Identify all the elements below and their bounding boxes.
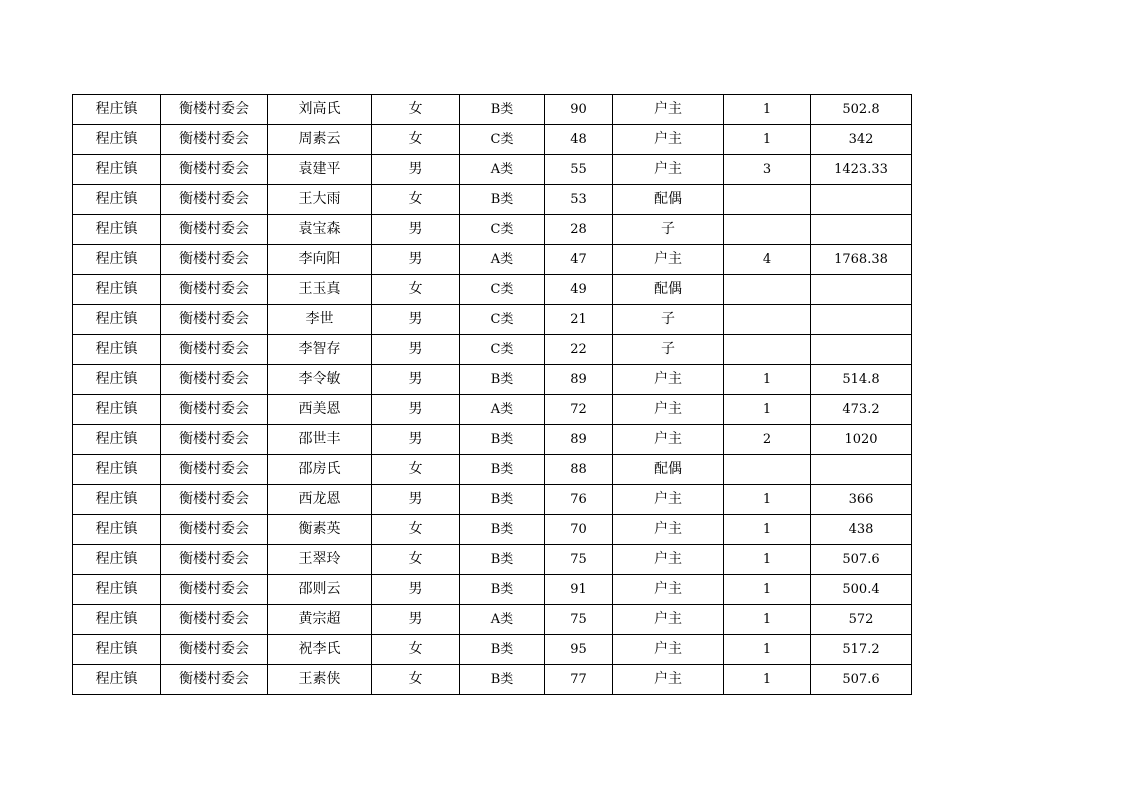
name-cell: 李世 xyxy=(268,305,372,335)
village-cell: 衡楼村委会 xyxy=(161,665,268,695)
age-cell: 53 xyxy=(545,185,613,215)
gender-cell: 男 xyxy=(372,215,460,245)
table-row xyxy=(73,185,912,215)
relation-cell: 配偶 xyxy=(613,185,724,215)
table-row xyxy=(73,125,912,155)
village-cell: 衡楼村委会 xyxy=(161,335,268,365)
gender-cell: 女 xyxy=(372,455,460,485)
amount-cell: 1020 xyxy=(811,425,912,455)
village-cell: 衡楼村委会 xyxy=(161,455,268,485)
amount-cell xyxy=(811,215,912,245)
age-cell: 75 xyxy=(545,605,613,635)
household-count-cell: 1 xyxy=(724,485,811,515)
town-cell: 程庄镇 xyxy=(73,545,161,575)
household-count-cell xyxy=(724,215,811,245)
relation-cell: 子 xyxy=(613,305,724,335)
town-cell: 程庄镇 xyxy=(73,635,161,665)
category-cell: C类 xyxy=(460,275,545,305)
gender-cell: 男 xyxy=(372,575,460,605)
category-cell: A类 xyxy=(460,245,545,275)
table-row xyxy=(73,515,912,545)
amount-cell: 572 xyxy=(811,605,912,635)
name-cell: 李令敏 xyxy=(268,365,372,395)
amount-cell: 342 xyxy=(811,125,912,155)
category-cell: B类 xyxy=(460,365,545,395)
relation-cell: 户主 xyxy=(613,365,724,395)
town-cell: 程庄镇 xyxy=(73,575,161,605)
relation-cell: 户主 xyxy=(613,155,724,185)
village-cell: 衡楼村委会 xyxy=(161,185,268,215)
category-cell: C类 xyxy=(460,215,545,245)
amount-cell: 517.2 xyxy=(811,635,912,665)
name-cell: 王玉真 xyxy=(268,275,372,305)
age-cell: 72 xyxy=(545,395,613,425)
town-cell: 程庄镇 xyxy=(73,605,161,635)
amount-cell: 514.8 xyxy=(811,365,912,395)
town-cell: 程庄镇 xyxy=(73,335,161,365)
table-row xyxy=(73,395,912,425)
table-row xyxy=(73,575,912,605)
relation-cell: 户主 xyxy=(613,545,724,575)
name-cell: 西美恩 xyxy=(268,395,372,425)
household-count-cell: 1 xyxy=(724,605,811,635)
gender-cell: 男 xyxy=(372,335,460,365)
town-cell: 程庄镇 xyxy=(73,215,161,245)
gender-cell: 女 xyxy=(372,635,460,665)
age-cell: 49 xyxy=(545,275,613,305)
gender-cell: 男 xyxy=(372,305,460,335)
household-count-cell: 1 xyxy=(724,125,811,155)
table-row xyxy=(73,545,912,575)
household-count-cell xyxy=(724,335,811,365)
town-cell: 程庄镇 xyxy=(73,365,161,395)
beneficiary-table xyxy=(72,94,912,695)
household-count-cell: 3 xyxy=(724,155,811,185)
town-cell: 程庄镇 xyxy=(73,125,161,155)
relation-cell: 户主 xyxy=(613,425,724,455)
amount-cell: 438 xyxy=(811,515,912,545)
household-count-cell: 1 xyxy=(724,665,811,695)
table-row xyxy=(73,155,912,185)
table-row xyxy=(73,665,912,695)
relation-cell: 配偶 xyxy=(613,275,724,305)
category-cell: A类 xyxy=(460,605,545,635)
amount-cell: 507.6 xyxy=(811,665,912,695)
table-row xyxy=(73,365,912,395)
amount-cell xyxy=(811,335,912,365)
relation-cell: 户主 xyxy=(613,125,724,155)
gender-cell: 女 xyxy=(372,95,460,125)
gender-cell: 男 xyxy=(372,245,460,275)
category-cell: C类 xyxy=(460,125,545,155)
category-cell: B类 xyxy=(460,635,545,665)
gender-cell: 男 xyxy=(372,605,460,635)
age-cell: 88 xyxy=(545,455,613,485)
household-count-cell: 4 xyxy=(724,245,811,275)
name-cell: 衡素英 xyxy=(268,515,372,545)
age-cell: 95 xyxy=(545,635,613,665)
gender-cell: 男 xyxy=(372,395,460,425)
household-count-cell xyxy=(724,185,811,215)
village-cell: 衡楼村委会 xyxy=(161,395,268,425)
age-cell: 91 xyxy=(545,575,613,605)
household-count-cell: 1 xyxy=(724,545,811,575)
category-cell: B类 xyxy=(460,425,545,455)
table-row xyxy=(73,335,912,365)
age-cell: 76 xyxy=(545,485,613,515)
table-row xyxy=(73,425,912,455)
village-cell: 衡楼村委会 xyxy=(161,635,268,665)
name-cell: 王翠玲 xyxy=(268,545,372,575)
village-cell: 衡楼村委会 xyxy=(161,305,268,335)
town-cell: 程庄镇 xyxy=(73,395,161,425)
name-cell: 祝李氏 xyxy=(268,635,372,665)
village-cell: 衡楼村委会 xyxy=(161,365,268,395)
age-cell: 47 xyxy=(545,245,613,275)
relation-cell: 户主 xyxy=(613,575,724,605)
amount-cell xyxy=(811,305,912,335)
category-cell: B类 xyxy=(460,545,545,575)
village-cell: 衡楼村委会 xyxy=(161,545,268,575)
age-cell: 70 xyxy=(545,515,613,545)
table-row xyxy=(73,215,912,245)
category-cell: C类 xyxy=(460,335,545,365)
household-count-cell: 1 xyxy=(724,365,811,395)
town-cell: 程庄镇 xyxy=(73,275,161,305)
gender-cell: 男 xyxy=(372,365,460,395)
village-cell: 衡楼村委会 xyxy=(161,125,268,155)
category-cell: A类 xyxy=(460,155,545,185)
amount-cell: 500.4 xyxy=(811,575,912,605)
gender-cell: 女 xyxy=(372,275,460,305)
name-cell: 王大雨 xyxy=(268,185,372,215)
amount-cell: 1768.38 xyxy=(811,245,912,275)
household-count-cell xyxy=(724,305,811,335)
town-cell: 程庄镇 xyxy=(73,455,161,485)
category-cell: B类 xyxy=(460,95,545,125)
village-cell: 衡楼村委会 xyxy=(161,425,268,455)
village-cell: 衡楼村委会 xyxy=(161,245,268,275)
town-cell: 程庄镇 xyxy=(73,665,161,695)
village-cell: 衡楼村委会 xyxy=(161,275,268,305)
household-count-cell xyxy=(724,275,811,305)
relation-cell: 户主 xyxy=(613,515,724,545)
amount-cell: 502.8 xyxy=(811,95,912,125)
category-cell: B类 xyxy=(460,515,545,545)
town-cell: 程庄镇 xyxy=(73,485,161,515)
table-row xyxy=(73,635,912,665)
table-row xyxy=(73,305,912,335)
name-cell: 周素云 xyxy=(268,125,372,155)
name-cell: 王素侠 xyxy=(268,665,372,695)
table-row xyxy=(73,455,912,485)
town-cell: 程庄镇 xyxy=(73,185,161,215)
village-cell: 衡楼村委会 xyxy=(161,155,268,185)
name-cell: 刘高氏 xyxy=(268,95,372,125)
village-cell: 衡楼村委会 xyxy=(161,605,268,635)
name-cell: 李向阳 xyxy=(268,245,372,275)
age-cell: 89 xyxy=(545,425,613,455)
gender-cell: 女 xyxy=(372,665,460,695)
village-cell: 衡楼村委会 xyxy=(161,575,268,605)
gender-cell: 女 xyxy=(372,515,460,545)
gender-cell: 女 xyxy=(372,125,460,155)
town-cell: 程庄镇 xyxy=(73,245,161,275)
age-cell: 48 xyxy=(545,125,613,155)
table-row xyxy=(73,95,912,125)
category-cell: B类 xyxy=(460,185,545,215)
name-cell: 西龙恩 xyxy=(268,485,372,515)
relation-cell: 户主 xyxy=(613,245,724,275)
table-row xyxy=(73,485,912,515)
gender-cell: 女 xyxy=(372,545,460,575)
name-cell: 邵则云 xyxy=(268,575,372,605)
age-cell: 75 xyxy=(545,545,613,575)
amount-cell xyxy=(811,185,912,215)
category-cell: B类 xyxy=(460,575,545,605)
relation-cell: 户主 xyxy=(613,635,724,665)
village-cell: 衡楼村委会 xyxy=(161,95,268,125)
amount-cell: 1423.33 xyxy=(811,155,912,185)
name-cell: 邵世丰 xyxy=(268,425,372,455)
village-cell: 衡楼村委会 xyxy=(161,485,268,515)
table-body xyxy=(73,95,912,695)
gender-cell: 女 xyxy=(372,185,460,215)
household-count-cell: 1 xyxy=(724,395,811,425)
village-cell: 衡楼村委会 xyxy=(161,215,268,245)
village-cell: 衡楼村委会 xyxy=(161,515,268,545)
age-cell: 21 xyxy=(545,305,613,335)
amount-cell xyxy=(811,455,912,485)
household-count-cell: 1 xyxy=(724,515,811,545)
town-cell: 程庄镇 xyxy=(73,95,161,125)
category-cell: B类 xyxy=(460,665,545,695)
name-cell: 袁宝森 xyxy=(268,215,372,245)
relation-cell: 户主 xyxy=(613,395,724,425)
gender-cell: 男 xyxy=(372,425,460,455)
table-row xyxy=(73,605,912,635)
name-cell: 李智存 xyxy=(268,335,372,365)
amount-cell: 507.6 xyxy=(811,545,912,575)
category-cell: A类 xyxy=(460,395,545,425)
relation-cell: 子 xyxy=(613,335,724,365)
household-count-cell: 1 xyxy=(724,95,811,125)
relation-cell: 户主 xyxy=(613,95,724,125)
name-cell: 邵房氏 xyxy=(268,455,372,485)
household-count-cell: 1 xyxy=(724,635,811,665)
age-cell: 89 xyxy=(545,365,613,395)
age-cell: 22 xyxy=(545,335,613,365)
table-row xyxy=(73,275,912,305)
name-cell: 黄宗超 xyxy=(268,605,372,635)
age-cell: 77 xyxy=(545,665,613,695)
age-cell: 28 xyxy=(545,215,613,245)
category-cell: B类 xyxy=(460,485,545,515)
household-count-cell: 1 xyxy=(724,575,811,605)
category-cell: B类 xyxy=(460,455,545,485)
age-cell: 90 xyxy=(545,95,613,125)
gender-cell: 男 xyxy=(372,155,460,185)
name-cell: 袁建平 xyxy=(268,155,372,185)
town-cell: 程庄镇 xyxy=(73,425,161,455)
relation-cell: 配偶 xyxy=(613,455,724,485)
amount-cell: 473.2 xyxy=(811,395,912,425)
amount-cell: 366 xyxy=(811,485,912,515)
town-cell: 程庄镇 xyxy=(73,305,161,335)
relation-cell: 户主 xyxy=(613,665,724,695)
relation-cell: 子 xyxy=(613,215,724,245)
relation-cell: 户主 xyxy=(613,485,724,515)
gender-cell: 男 xyxy=(372,485,460,515)
household-count-cell: 2 xyxy=(724,425,811,455)
amount-cell xyxy=(811,275,912,305)
town-cell: 程庄镇 xyxy=(73,515,161,545)
table-row xyxy=(73,245,912,275)
town-cell: 程庄镇 xyxy=(73,155,161,185)
category-cell: C类 xyxy=(460,305,545,335)
household-count-cell xyxy=(724,455,811,485)
relation-cell: 户主 xyxy=(613,605,724,635)
age-cell: 55 xyxy=(545,155,613,185)
